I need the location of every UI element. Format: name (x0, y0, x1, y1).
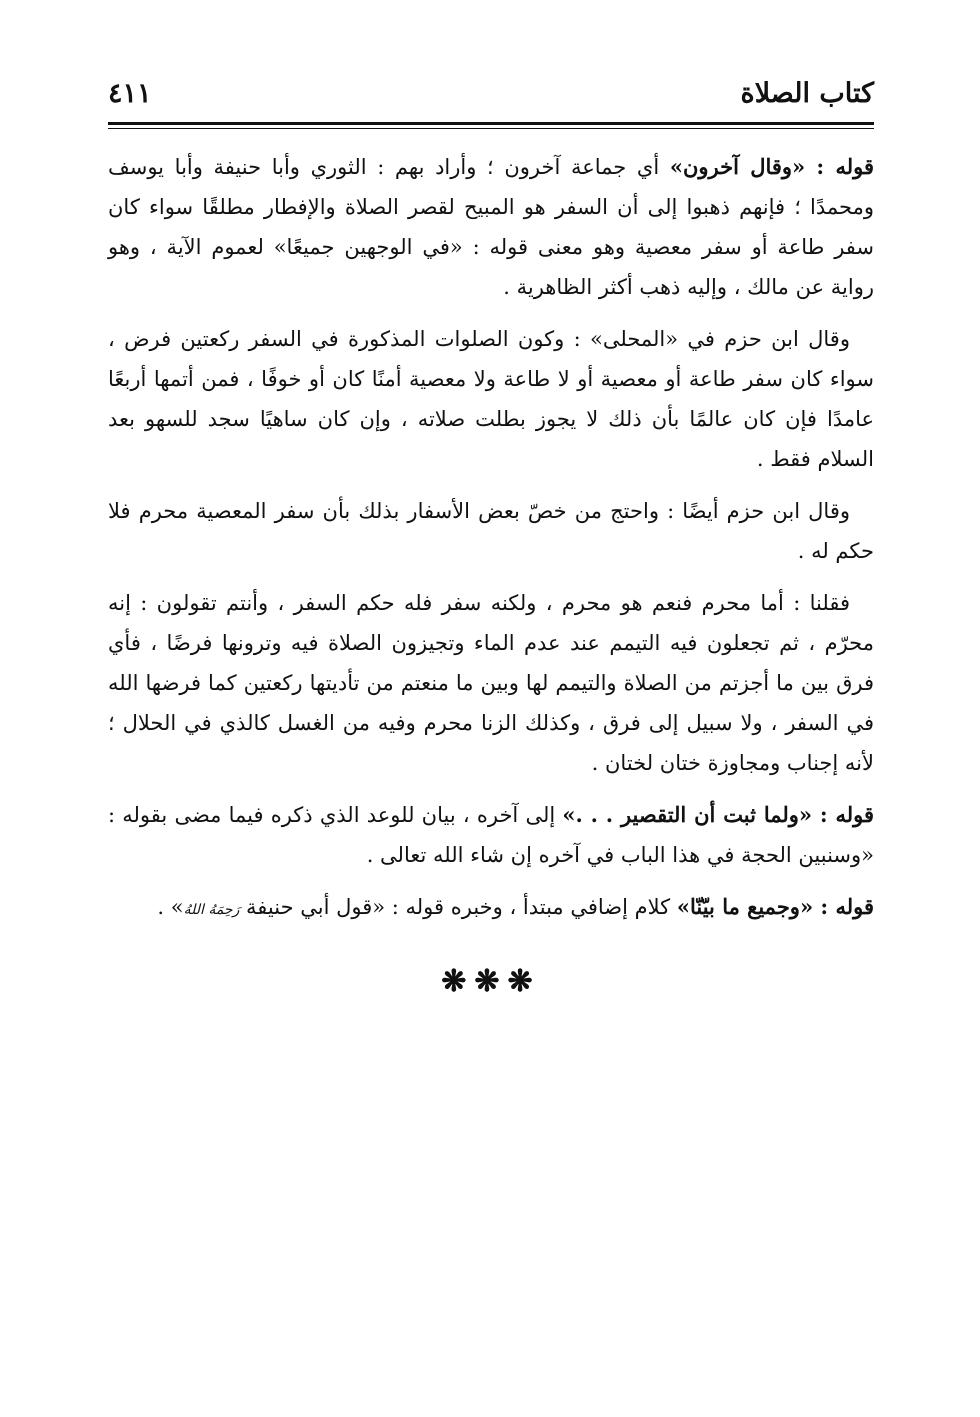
paragraph-1 (108, 147, 874, 307)
paragraph-3-text: وقال ابن حزم أيضًا : واحتج من خصّ بعض الأسفار بذلك بأن سفر المعصية محرم فلا حكم له . (108, 499, 874, 563)
paragraph-2 (108, 319, 874, 479)
page-header (108, 70, 874, 120)
honorific-phrase: رَحِمَهُ اللهُ (183, 902, 240, 918)
paragraph-1-text: أي جماعة آخرون ؛ وأراد بهم : الثوري وأبا حنيفة وأبا يوسف ومحمدًا ؛ فإنهم ذهبوا إلى أن السفر هو المبيح لقصر الصلاة والإفطار مطلقًا سواء كان سفر طاعة أو سفر معصية وهو معنى قوله : «في الوجهين جميعًا» لعموم الآية ، وهو رواية عن مالك ، وإليه ذهب أكثر الظاهرية . (108, 155, 874, 299)
paragraph-3 (108, 491, 874, 571)
paragraph-4 (108, 583, 874, 783)
paragraph-5 (108, 795, 874, 875)
paragraph-6-lead: قوله : «وجميع ما بيّنّا» (676, 894, 874, 919)
paragraph-6-tail: » . (157, 895, 184, 919)
paragraph-5-lead: قوله : «ولما ثبت أن التقصير . . .» (562, 802, 874, 827)
paragraph-6 (108, 887, 874, 930)
paragraph-6-text: كلام إضافي مبتدأ ، وخبره قوله : «قول أبي حنيفة (239, 895, 677, 919)
section-divider: ❋❋❋ (441, 964, 541, 999)
body-text (108, 147, 874, 930)
chapter-title: كتاب الصلاة (740, 78, 874, 109)
header-rule-thick (108, 122, 874, 125)
paragraph-4-text: فقلنا : أما محرم فنعم هو محرم ، ولكنه سفر فله حكم السفر ، وأنتم تقولون : إنه محرّم ، ثم تجعلون فيه التيمم عند عدم الماء وتجيزون الصلاة فيه وترونها فرضًا ، فأي فرق بين ما أجزتم من الصلاة والتيمم لها وبين ما منعتم من تأديتها ركعتين كما فرضها الله في السفر ، ولا سبيل إلى فرق ، وكذلك الزنا محرم وفيه من الغسل كالذي في الحلال ؛ لأنه إجناب ومجاوزة ختان لختان . (108, 591, 874, 775)
paragraph-2-text: وقال ابن حزم في «المحلى» : وكون الصلوات المذكورة في السفر ركعتين فرض ، سواء كان سفر طاعة أو معصية أو لا طاعة ولا معصية أمنًا كان أو خوفًا ، فمن أتمها أربعًا عامدًا فإن كان عالمًا بأن ذلك لا يجوز بطلت صلاته ، وإن كان ساهيًا سجد للسهو بعد السلام فقط . (108, 327, 874, 471)
paragraph-5-text: إلى آخره ، بيان للوعد الذي ذكره فيما مضى بقوله : «وسنبين الحجة في هذا الباب في آخره إن شاء الله تعالى . (108, 803, 874, 867)
page-number: ٤١١ (108, 78, 152, 109)
header-rule-thin (108, 128, 874, 129)
paragraph-1-lead: قوله : «وقال آخرون» (669, 154, 875, 179)
book-page (108, 70, 874, 999)
